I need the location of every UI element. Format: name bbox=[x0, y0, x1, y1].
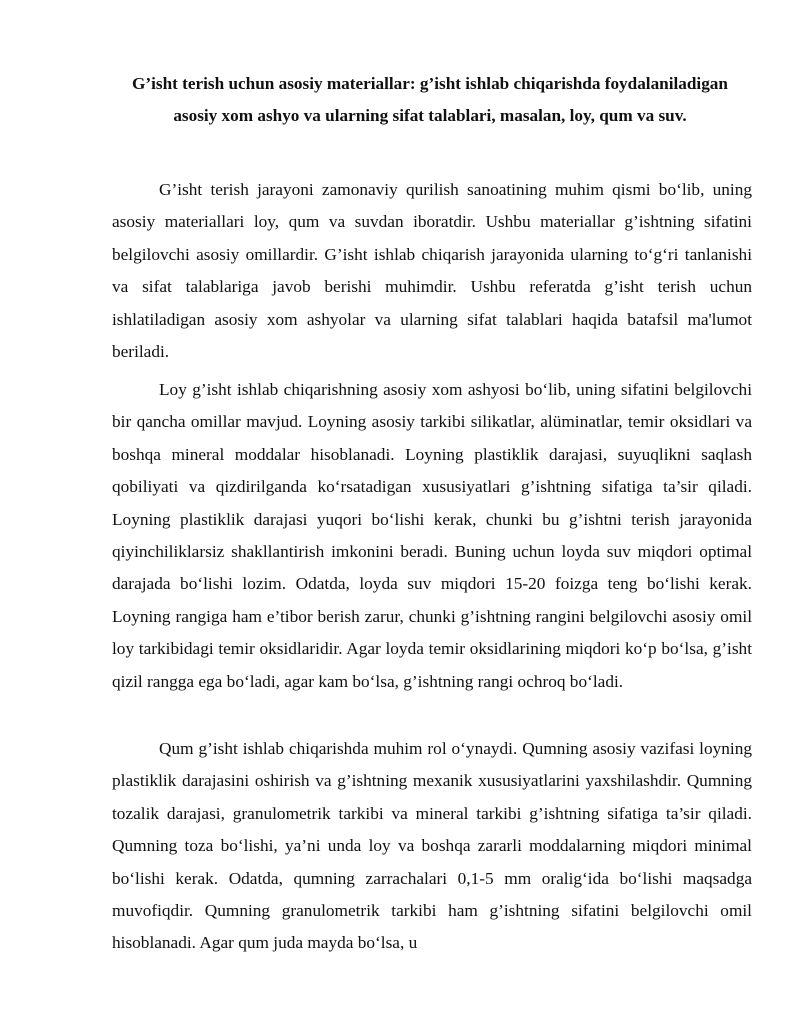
paragraph-qum: Qum g’isht ishlab chiqarishda muhim rol o‘ynaydi. Qumning asosiy vazifasi loyning plastiklik darajasini oshirish va g’ishtning mexanik xususiyatlarini yaxshilashdir. Qumning tozalik darajasi, granulometrik tarkibi va mineral tarkibi g’ishtning sifatiga ta’sir qiladi. Qumning toza bo‘lishi, ya’ni unda loy va boshqa zararli moddalarning miqdori minimal bo‘lishi kerak. Odatda, qumning zarrachalari 0,1-5 mm oralig‘ida bo‘lishi maqsadga muvofiqdir. Qumning granulometrik tarkibi ham g’ishtning sifatini belgilovchi omil hisoblanadi. Agar qum juda mayda bo‘lsa, u bbox=[112, 739, 752, 953]
document-title: G’isht terish uchun asosiy materiallar: g’isht ishlab chiqarishda foydalaniladigan asosiy xom ashyo va ularning sifat talablari, masalan, loy, qum va suv. bbox=[132, 74, 728, 125]
paragraph-intro: G’isht terish jarayoni zamonaviy qurilish sanoatining muhim qismi bo‘lib, uning asosiy materiallari loy, qum va suvdan iboratdir. Ushbu materiallar g’ishtning sifatini belgilovchi asosiy omillardir. G’isht ishlab chiqarish jarayonida ularning to‘g‘ri tanlanishi va sifat talablariga javob berishi muhimdir. Ushbu referatda g’isht terish uchun ishlatiladigan asosiy xom ashyolar va ularning sifat talablari haqida batafsil ma'lumot beriladi. bbox=[112, 180, 752, 362]
paragraph-loy: Loy g’isht ishlab chiqarishning asosiy xom ashyosi bo‘lib, uning sifatini belgilovchi bir qancha omillar mavjud. Loyning asosiy tarkibi silikatlar, alüminatlar, temir oksidlari va boshqa mineral moddalar hisoblanadi. Loyning plastiklik darajasi, suyuqlikni saqlash qobiliyati va qizdirilganda ko‘rsatadigan xususiyatlari g’ishtning sifatiga ta’sir qiladi. Loyning plastiklik darajasi yuqori bo‘lishi kerak, chunki bu g’ishtni terish jarayonida qiyinchiliklarsiz shakllantirish imkonini beradi. Buning uchun loyda suv miqdori optimal darajada bo‘lishi lozim. Odatda, loyda suv miqdori 15-20 foizga teng bo‘lishi kerak. Loyning rangiga ham e’tibor berish zarur, chunki g’ishtning rangini belgilovchi asosiy omil loy tarkibidagi temir oksidlaridir. Agar loyda temir oksidlarining miqdori ko‘p bo‘lsa, g’isht qizil rangga ega bo‘ladi, agar kam bo‘lsa, g’ishtning rangi ochroq bo‘ladi. bbox=[112, 380, 752, 691]
